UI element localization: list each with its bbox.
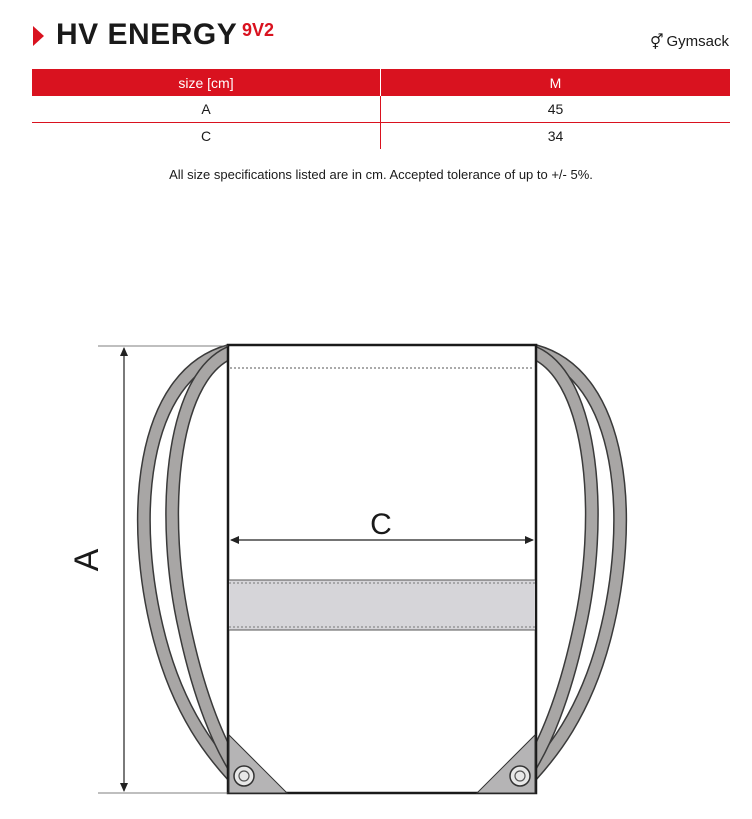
row-value: 45 xyxy=(381,96,731,123)
dimension-a-label: A xyxy=(68,548,106,572)
unisex-symbol-icon: ⚥ xyxy=(649,33,664,51)
tolerance-note: All size specifications listed are in cm. Accepted tolerance of up to +/- 5%. xyxy=(169,167,593,182)
row-label: A xyxy=(32,96,381,123)
row-value: 34 xyxy=(547,128,564,144)
product-code: 9V2 xyxy=(242,20,275,40)
row-label: C xyxy=(32,123,381,150)
bag-body xyxy=(228,345,536,793)
right-strap xyxy=(528,351,620,775)
reflective-band xyxy=(229,580,535,630)
m-column-header: M xyxy=(381,69,731,96)
left-strap xyxy=(144,351,236,775)
category-label: Gymsack xyxy=(666,33,729,50)
size-column-header: size [cm] xyxy=(32,69,381,96)
product-title: HV ENERGY xyxy=(56,18,238,51)
dimension-c-label: C xyxy=(370,508,392,541)
